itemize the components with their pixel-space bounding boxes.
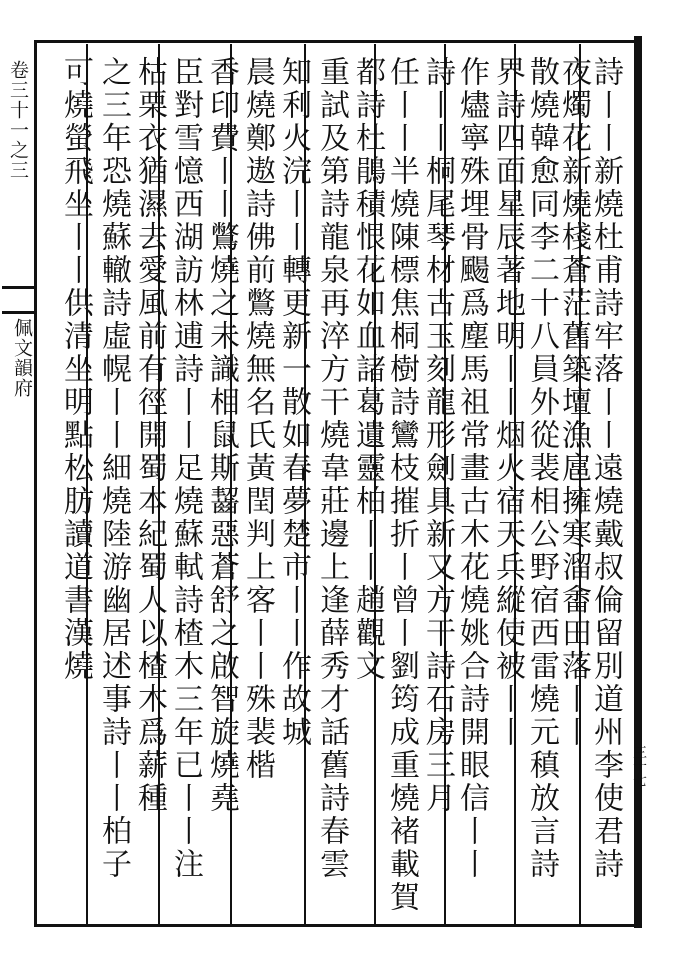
page-number: 三十七 bbox=[631, 745, 647, 787]
column-text: 香印費丨丨鷩燒之未識相鼠斯齧惡蒼舒之啟智旋燒堯 bbox=[204, 56, 239, 815]
column-text: 界詩四面星辰著地明丨丨烟火宿天兵縱使被丨丨 bbox=[490, 56, 525, 749]
column-text: 作燼寧殊埋骨颺爲塵馬祖常畫古木花燒姚合詩開眼信丨丨 bbox=[454, 56, 489, 881]
frame-left-border bbox=[34, 40, 37, 927]
text-column bbox=[52, 56, 98, 926]
column-text: 都詩杜鵑積恨花如血諸葛遺靈柏丨丨趙觀文 bbox=[350, 56, 385, 683]
frame-right-border bbox=[634, 36, 642, 928]
column-text: 之三年恐燒蘇轍詩虛幌丨丨細燒陸游幽居述事詩丨丨柏子 bbox=[96, 56, 131, 881]
column-text: 知利火浣丨丨轉更新一散如春夢楚市丨丨作故城 bbox=[276, 56, 311, 749]
column-text: 夜燭花新燒棧蒼茫舊築壇漁扈擁寒溜畬田落丨丨 bbox=[556, 56, 591, 749]
column-text: 詩丨丨新燒杜甫詩牢落丨丨遠燒戴叔倫留別道州李使君詩 bbox=[588, 56, 623, 881]
column-text: 詩丨丨桐尾琴材古玉刻龍形劍具新又方干詩石房三月 bbox=[420, 56, 455, 815]
column-text: 任丨丨半燒陳標焦桐樹詩鸞枝摧折丨曾丨劉筠成重燒褚載賀 bbox=[384, 56, 419, 914]
column-text: 散燒韓愈同李二十八員外從裴相公野宿西雷燒元稹放言詩 bbox=[524, 56, 559, 881]
column-text: 枯栗衣猶濕去愛風前有徑開蜀本紀蜀人以楂木爲薪種 bbox=[132, 56, 167, 815]
margin-volume: 卷三十一之三 bbox=[7, 60, 29, 180]
margin-book-title: 佩文韻府 bbox=[11, 318, 33, 398]
column-text: 重試及第詩龍泉再淬方干燒韋莊邊上逢薛秀才話舊詩春雲 bbox=[314, 56, 349, 881]
column-text: 臣對雪憶西湖訪林逋詩丨丨足燒蘇軾詩楂木三年已丨丨注 bbox=[168, 56, 203, 881]
column-text: 可燒螢飛坐丨丨供清坐明點松肪讀道書漢燒 bbox=[58, 56, 93, 683]
frame-top-border bbox=[34, 40, 638, 43]
fish-tail-mark bbox=[2, 286, 36, 314]
column-text: 晨燒鄭遨詩佛前鷩燒無名氏黃閏判上客丨丨殊裴楷 bbox=[240, 56, 275, 782]
